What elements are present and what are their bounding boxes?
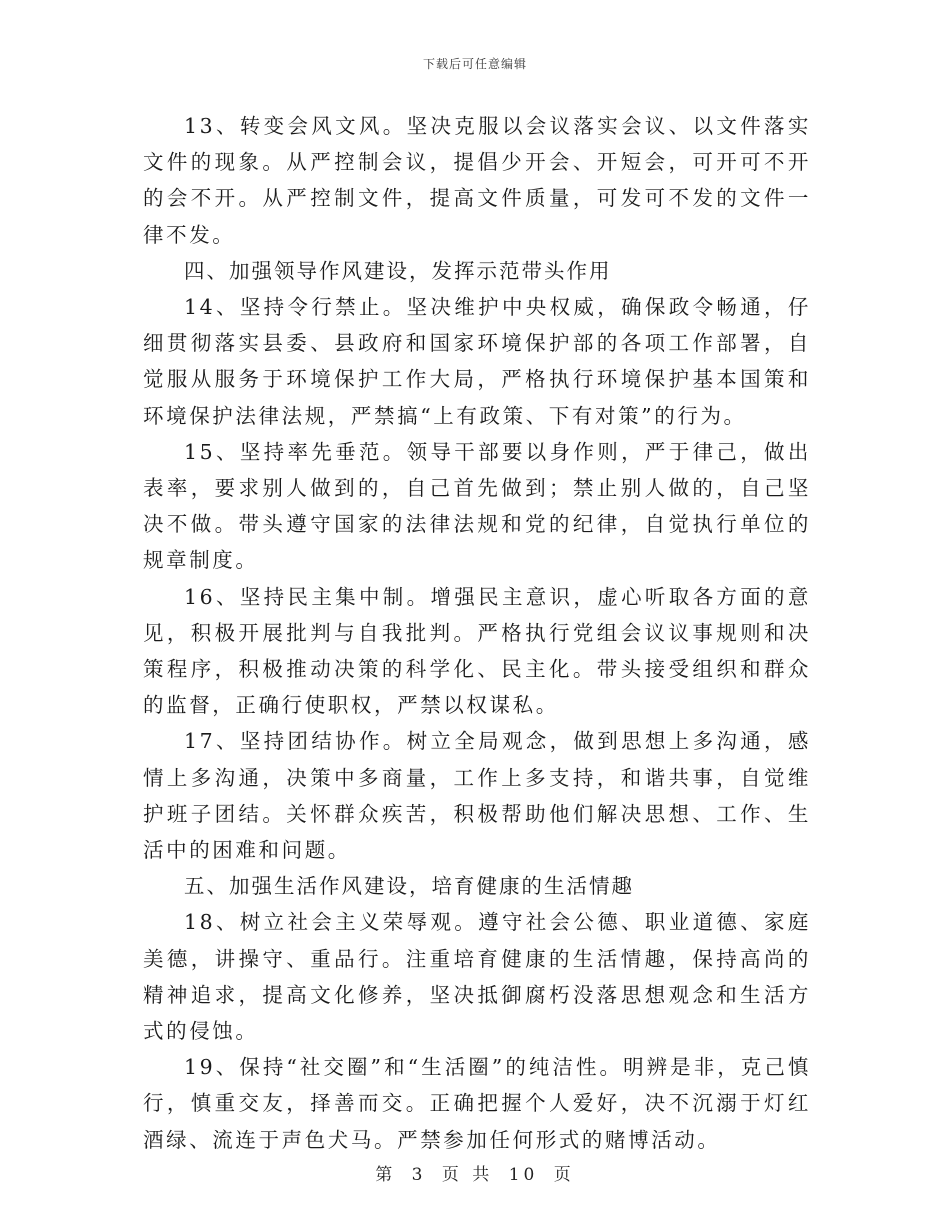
- page-label-prefix: 第: [375, 1165, 397, 1185]
- paragraph-13: 13、转变会风文风。坚决克服以会议落实会议、以文件落实文件的现象。从严控制会议，提倡少开会、开短会，可开可不开的会不开。从严控制文件，提高文件质量，可发可不发的文件一律不发。: [143, 114, 811, 247]
- section-heading-5: 五、加强生活作风建设，培育健康的生活情趣: [184, 874, 634, 899]
- page-current: 3: [411, 1165, 427, 1185]
- paragraph-16: 16、坚持民主集中制。增强民主意识，虚心听取各方面的意见，积极开展批判与自我批判。严格执行党组会议议事规则和决策程序，积极推动决策的科学化、民主化。带头接受组织和群众的监督，正确行使职权，严禁以权谋私。: [143, 584, 811, 718]
- paragraph-18: 18、树立社会主义荣辱观。遵守社会公德、职业道德、家庭美德，讲操守、重品行。注重培育健康的生活情趣，保持高尚的精神追求，提高文化修养，坚决抵御腐朽没落思想观念和生活方式的侵蚀。: [143, 910, 811, 1044]
- page-label-suffix: 页: [553, 1165, 575, 1185]
- paragraph-19: 19、保持“社交圈”和“生活圈”的纯洁性。明辨是非，克己慎行，慎重交友，择善而交。正确把握个人爱好，决不沉溺于灯红酒绿、流连于声色犬马。严禁参加任何形式的赌博活动。: [143, 1055, 811, 1152]
- paragraph-15: 15、坚持率先垂范。领导干部要以身作则，严于律己，做出表率，要求别人做到的，自己首先做到；禁止别人做的，自己坚决不做。带头遵守国家的法律法规和党的纪律，自觉执行单位的规章制度。: [143, 439, 811, 573]
- paragraph-14: 14、坚持令行禁止。坚决维护中央权威，确保政令畅通，仔细贯彻落实县委、县政府和国家环境保护部的各项工作部署，自觉服从服务于环境保护工作大局，严格执行环境保护基本国策和环境保护法律法规，严禁搞“上有政策、下有对策”的行为。: [143, 295, 811, 428]
- section-heading-4: 四、加强领导作风建设，发挥示范带头作用: [184, 258, 612, 283]
- header-note: 下载后可任意编辑: [422, 57, 527, 71]
- paragraph-17: 17、坚持团结协作。树立全局观念，做到思想上多沟通，感情上多沟通，决策中多商量，工作上多支持，和谐共事，自觉维护班子团结。关怀群众疾苦，积极帮助他们解决思想、工作、生活中的困难和问题。: [143, 729, 811, 863]
- page-total: 10: [508, 1165, 539, 1185]
- document-body: [143, 108, 811, 1158]
- page-label-mid: 页 共: [441, 1165, 494, 1185]
- page-footer: [0, 1160, 950, 1185]
